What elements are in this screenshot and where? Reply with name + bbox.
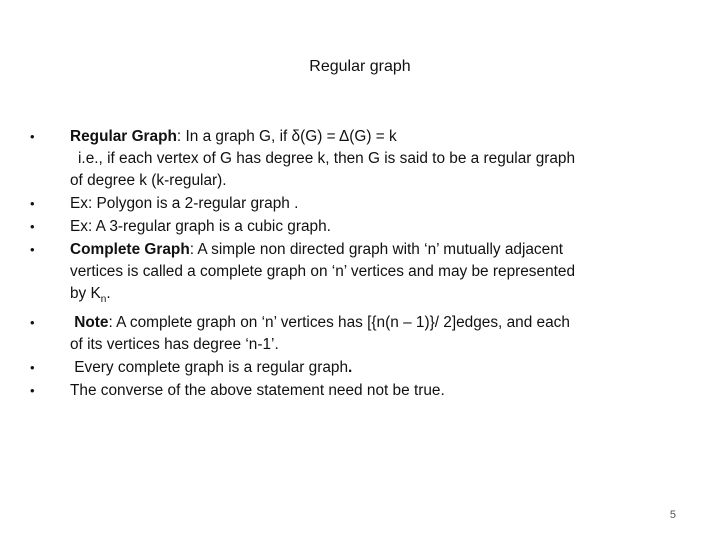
page-number: 5 [669,509,676,521]
regular-graph-definition: : In a graph G, if δ(G) = Δ(G) = k [176,128,397,145]
slide-title: Regular graph [309,58,411,75]
bullet-icon: • [30,219,35,234]
term-complete-graph: Complete Graph [70,241,190,258]
regular-graph-explanation: i.e., if each vertex of G has degree k, then G is said to be a regular graph [78,150,576,167]
bullet-complete-graph [28,239,698,311]
kn-prefix: by K [70,285,101,302]
bullet-icon: • [30,383,35,399]
regular-graph-explanation-cont: of degree k (k-regular). [70,172,227,189]
bullet-note [28,312,698,356]
bullet-icon: • [30,129,35,144]
bullet-regular-graph [28,126,698,192]
term-note: Note [74,314,109,332]
note-text: : A complete graph on ‘n’ vertices has [{n(n – 1)}/ 2]edges, and each [108,314,570,332]
bullet-icon: • [30,242,35,257]
complete-is-regular-period: . [348,359,353,377]
complete-is-regular-text: Every complete graph is a regular graph [74,359,349,377]
bullet-icon: • [30,196,35,211]
bullet-cubic-example [28,216,698,238]
kn-subscript: n [100,294,107,306]
polygon-example-text: Ex: Polygon is a 2-regular graph . [70,195,299,212]
note-text-cont: of its vertices has degree ‘n-1’. [70,336,279,354]
kn-suffix: . [106,285,111,302]
term-regular-graph: Regular Graph [70,128,177,145]
bullet-icon: • [30,315,35,331]
bullet-polygon-example [28,193,698,215]
bullet-list [28,126,698,403]
complete-graph-notation [70,283,698,311]
complete-graph-definition: : A simple non directed graph with ‘n’ mutually adjacent [189,241,564,258]
bullet-converse [28,380,698,402]
cubic-example-text: Ex: A 3-regular graph is a cubic graph. [70,218,331,235]
bullet-complete-is-regular [28,357,698,379]
converse-text: The converse of the above statement need not be true. [70,382,445,400]
bullet-icon: • [30,360,35,376]
complete-graph-definition-cont: vertices is called a complete graph on ‘n’ vertices and may be represented [70,263,576,280]
